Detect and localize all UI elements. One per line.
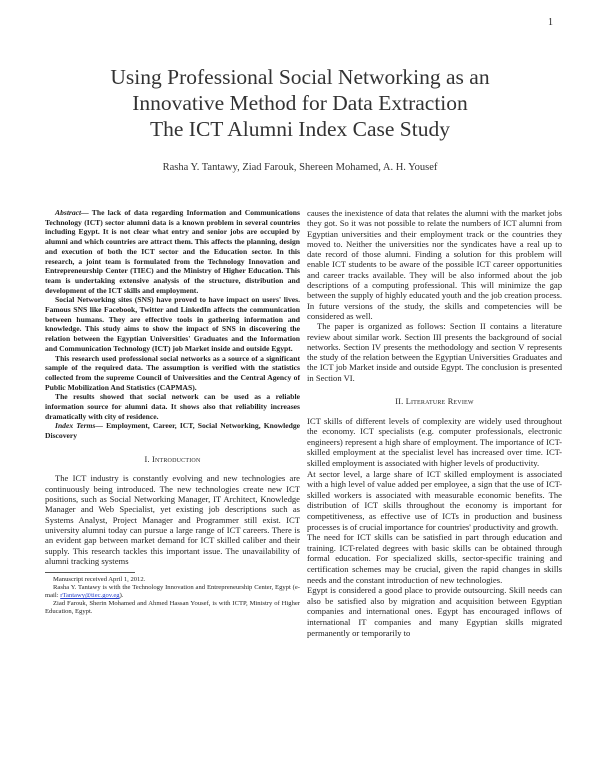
literature-paragraph-1: ICT skills of different levels of complexity are widely used throughout the economy. ICT specialists (e.g. computer professionals, electronic engineers) represent a high share of employment. The importance of ICT-skilled employment at the specialist level has increased over time. ICT-skilled employment is associated with higher levels of productivity. bbox=[307, 415, 562, 469]
introduction-continued-paragraph: causes the inexistence of data that relates the alumni with the market jobs they got. So it was not possible to relate the numbers of ICT alumni from Egyptian universities and their employment track or the countries they moved to. Neither the universities nor the syndicates have a real up to date record of those alumni. Finding a solution for this problem will enable ICT students to be aware of the possible ICT career opportunities and career tracks available. They will be also informed about the job descriptions of a computing professional. This will minimize the gap between the supply of highly educated youth and the job creation process. In future versions of the study, the skills and competencies will be considered as well. bbox=[307, 208, 562, 321]
title-line-1: Using Professional Social Networking as an bbox=[110, 65, 490, 89]
abstract-text: The lack of data regarding Information and Communications Technology (ICT) sector alumni data is a known problem in several countries including Egypt. It is not clear what entry and senior jobs are occupied by alumni and which countries are attract them. This affects the planning, design and execution of both the ICT sector and the Education sector. In this research, a joint team is formulated from the Technology Innovation and Entrepreneurship Center (TIEC) and the Ministry of Higher Education. This team is undertaking extensive analysis of the structure, distribution and development of the ICT skills and employment. bbox=[45, 208, 300, 295]
introduction-paragraph: The ICT industry is constantly evolving and new technologies are continuously being introduced. The new technologies create new ICT positions, such as Social Networking Manager, IT Architect, Knowledge Manager and Web Specialist, yet existing job descriptions such as Systems Analyst, Project Manager and Programmer still exist. ICT university alumni today can pursue a large range of ICT careers. There is an evident gap between market demand for ICT skilled caliber and their supply. This research tackles this important issue. The unavailability of alumni tracking systems bbox=[45, 473, 300, 566]
title-line-3: The ICT Alumni Index Case Study bbox=[150, 117, 450, 141]
footnote-received: Manuscript received April 1, 2012. bbox=[53, 576, 146, 584]
abstract-paragraph bbox=[45, 208, 300, 295]
footnote-affiliation-1: Rasha Y. Tantawy is with the Technology Innovation and Entrepreneurship Center, Egypt (e-mail: rTantawy@tiec.gov.eg). bbox=[45, 584, 300, 600]
abstract-paragraph-3: This research used professional social networks as a source of a significant sample of the required data. The assumption is verified with the statistics collected from the supreme Council of Universities and the Central Agency of Public Mobilization And Statistics (CAPMAS). bbox=[45, 353, 300, 392]
index-terms-label: Index Terms— bbox=[55, 421, 103, 431]
index-terms-text: Employment, Career, ICT, Social Networking, Knowledge Discovery bbox=[45, 421, 300, 441]
title-line-2: Innovative Method for Data Extraction bbox=[132, 91, 468, 115]
section-heading-literature-review: II. Literature Review bbox=[395, 397, 474, 407]
abstract-paragraph-2: Social Networking sites (SNS) have proved to have impact on users' lives. Famous SNS like Facebook, Twitter and LinkedIn affects the communication between humans. They are effective tools in gathering information and knowledge. This study aims to show the impact of SNS in discovering the relation between the Egyptian Universities' Graduates and the Information and Communication Technology (ICT) job Market inside and outside Egypt. bbox=[45, 295, 300, 353]
literature-paragraph-3: The need for ICT skills can be satisfied in part through education and training. ICT-related degrees with basic skills can be obtained through formal education. For specialized skills, sector-specific training and certification schemes may be crucial, given the rapid changes in skills needs and the constant introduction of new technologies. bbox=[307, 532, 562, 585]
paper-title bbox=[0, 64, 600, 142]
left-column bbox=[45, 208, 300, 616]
page-number: 1 bbox=[548, 17, 553, 28]
footnote-divider bbox=[45, 572, 135, 573]
footnotes bbox=[45, 576, 300, 616]
paper-organization-paragraph: The paper is organized as follows: Section II contains a literature review about similar work. Section III presents the background of social networks. Section IV presents the methodology and section V represents the study of the relation between the Egyptian Universities Graduates and the ICT job Market inside and outside Egypt. The conclusion is presented in Section VI. bbox=[307, 321, 562, 383]
right-column bbox=[307, 208, 562, 638]
literature-paragraph-2: At sector level, a large share of ICT skilled employment is associated with a high level of value added per employee, a sign that the use of ICT-skilled workers is associated with measurable economic benefits. The distribution of ICT skills throughout the economy is important for competitiveness, as effective use of ICTs in production and business processes is of crucial importance for countries' productivity and growth. bbox=[307, 468, 562, 532]
footnote-affiliation-2: Ziad Farouk, Sherin Mohamed and Ahmed Hassan Yousef, is with ICTP, Ministry of Higher Education, Egypt. bbox=[45, 600, 300, 616]
literature-paragraph-4: Egypt is considered a good place to provide outsourcing. Skill needs can also be satisfied also by migration and acquisition between Egyptian companies and international ones. Egypt has encouraged inflows of international IT companies and many Egyptian skills migrated permanently or temporarily to bbox=[307, 585, 562, 638]
author-list: Rasha Y. Tantawy, Ziad Farouk, Shereen Mohamed, A. H. Yousef bbox=[162, 162, 438, 173]
index-terms bbox=[45, 421, 300, 440]
author-email-link[interactable]: rTantawy@tiec.gov.eg bbox=[60, 592, 120, 600]
section-heading-introduction: I. Introduction bbox=[144, 454, 201, 464]
abstract-paragraph-4: The results showed that social network can be used as a reliable information source for alumni data. It shows also that reliability increases dramatically with city of residence. bbox=[45, 392, 300, 421]
abstract-label: Abstract— bbox=[55, 208, 89, 217]
